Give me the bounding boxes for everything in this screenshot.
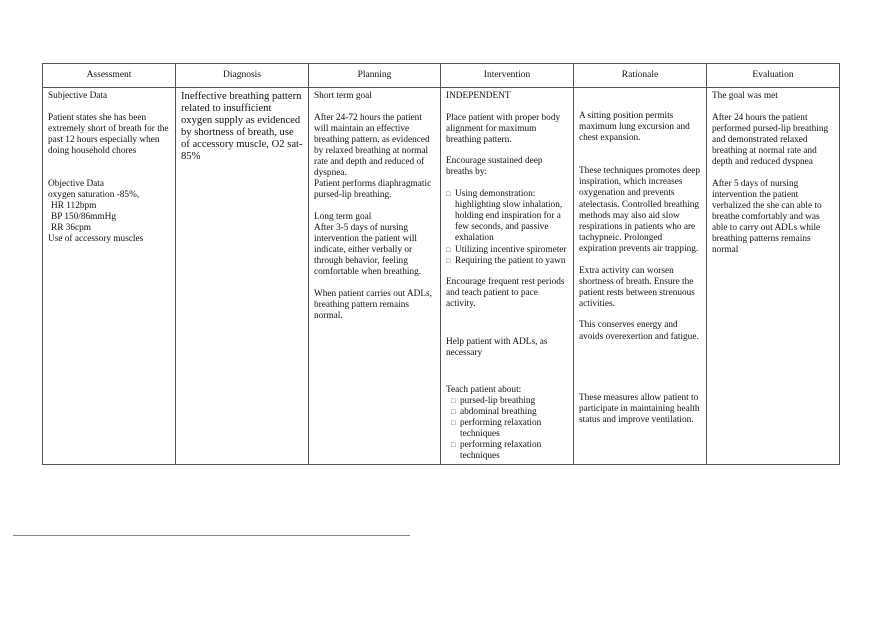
- rationale-text: These measures allow patient to participate in maintaining health status and improve ventilation.: [579, 392, 700, 425]
- list-item-text: Requiring the patient to yawn: [455, 255, 566, 266]
- subjective-text: Patient states she has been extremely short of breath for the past 12 hours especially when doing household chores: [48, 112, 169, 156]
- list-item: [446, 440, 568, 462]
- header-row: [43, 64, 840, 88]
- rationale-text: Extra activity can worsen shortness of breath. Ensure the patient rests between strenuous activities.: [579, 265, 695, 309]
- header-rationale: Rationale: [574, 64, 707, 88]
- header-diagnosis: Diagnosis: [176, 64, 309, 88]
- header-evaluation: Evaluation: [707, 64, 840, 88]
- long-term-text: After 3-5 days of nursing intervention the patient will indicate, either verbally or through behavior, feeling comfortable when breathing.: [314, 222, 422, 278]
- assessment-cell: [43, 88, 176, 465]
- intervention-adls: Help patient with ADLs, as necessary: [446, 336, 548, 358]
- content-row: [43, 88, 840, 465]
- diagnosis-cell: [176, 88, 309, 465]
- checkbox-icon: □: [451, 396, 456, 405]
- list-item: [446, 396, 568, 407]
- list-item: [446, 189, 568, 244]
- evaluation-cell: [707, 88, 840, 465]
- intervention-encourage: Encourage sustained deep breaths by:: [446, 156, 543, 178]
- evaluation-text: After 5 days of nursing intervention the patient verbalized the she can able to breathe comfortably and was able to carry out ADLs while breathing patterns remains normal: [712, 178, 822, 256]
- rationale-text: A sitting position permits maximum lung excursion and chest expansion.: [579, 111, 690, 144]
- header-planning: Planning: [309, 64, 441, 88]
- list-item: [446, 245, 568, 256]
- header-intervention: Intervention: [441, 64, 574, 88]
- list-item-text: Using demonstration: highlighting slow inhalation, holding end inspiration for a few seconds, and passive exhalation: [455, 189, 563, 244]
- short-term-text-2: Patient performs diaphragmatic pursed-lip breathing.: [314, 179, 432, 201]
- diagnosis-text: Ineffective breathing pattern related to insufficient oxygen supply as evidenced by shortness of breath, use of accessory muscle, O2 sat- 85%: [181, 91, 303, 163]
- checkbox-icon: □: [446, 190, 451, 199]
- rationale-cell: [574, 88, 707, 465]
- intervention-cell: [441, 88, 574, 465]
- rationale-text: These techniques promotes deep inspiration, which increases oxygenation and prevents atelectasis. Controlled breathing methods may also aid slow respirations in patients who are tachypneic. Prolonged expiration prevents air trapping.: [579, 166, 701, 254]
- objective-line: RR 36cpm: [51, 223, 92, 234]
- objective-line: Use of accessory muscles: [48, 234, 144, 245]
- objective-line: oxygen saturation -85%,: [48, 190, 140, 201]
- care-plan-table: [42, 63, 840, 465]
- short-term-title: Short term goal: [314, 91, 372, 101]
- list-item-text: pursed-lip breathing: [460, 395, 536, 406]
- list-item-text: Utilizing incentive spirometer: [455, 244, 567, 255]
- teach-title: Teach patient about:: [446, 384, 522, 395]
- rationale-text: This conserves energy and avoids overexertion and fatigue.: [579, 320, 699, 342]
- intervention-position: Place patient with proper body alignment for maximum breathing pattern.: [446, 112, 561, 145]
- checkbox-icon: □: [451, 441, 456, 450]
- checkbox-icon: □: [451, 418, 456, 427]
- intervention-rest: Encourage frequent rest periods and teach patient to pace activity.: [446, 277, 565, 310]
- list-item: [446, 407, 568, 418]
- objective-title: Objective Data: [48, 178, 105, 189]
- objective-line: HR 112bpm: [51, 201, 97, 212]
- header-assessment: Assessment: [43, 64, 176, 88]
- short-term-text: After 24-72 hours the patient will maintain an effective breathing pattern, as evidenced by relaxed breathing at normal rate and depth and reduced of dyspnea.: [314, 112, 430, 179]
- list-item: [446, 256, 568, 267]
- checkbox-icon: □: [446, 245, 451, 254]
- planning-cell: [309, 88, 441, 465]
- checkbox-icon: □: [451, 407, 456, 416]
- list-item-text: performing relaxation techniques: [460, 440, 542, 462]
- subjective-title: Subjective Data: [48, 91, 108, 101]
- checkbox-icon: □: [446, 256, 451, 265]
- adl-goal-text: When patient carries out ADLs, breathing pattern remains normal.: [314, 288, 432, 322]
- intervention-title: INDEPENDENT: [446, 91, 511, 101]
- footer-divider: [13, 535, 410, 536]
- list-item-text: abdominal breathing: [460, 406, 537, 417]
- objective-line: BP 150/86mmHg: [51, 212, 117, 223]
- list-item: [446, 418, 568, 440]
- list-item-text: performing relaxation techniques: [460, 417, 542, 440]
- evaluation-text: After 24 hours the patient performed pursed-lip breathing and demonstrated relaxed breathing at normal rate and depth and reduced dyspnea: [712, 112, 829, 167]
- long-term-title: Long term goal: [314, 211, 372, 222]
- evaluation-title: The goal was met: [712, 91, 778, 101]
